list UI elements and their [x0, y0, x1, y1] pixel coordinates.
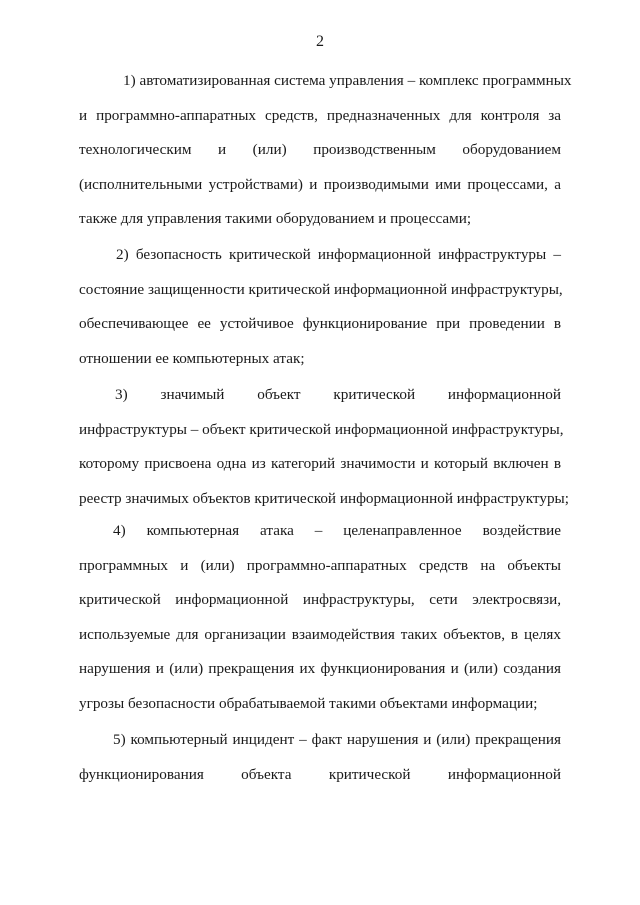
paragraph-5	[79, 723, 561, 792]
paragraph-line: 3) значимый объект критической информационной	[115, 386, 561, 403]
page-number: 2	[316, 33, 324, 50]
paragraph-3	[79, 378, 569, 516]
paragraph-line: используемые для организации взаимодействия таких объектов, в целях	[79, 625, 561, 643]
paragraph-line: 5) компьютерный инцидент – факт нарушения и (или) прекращения	[113, 731, 561, 748]
paragraph-line: состояние защищенности критической информационной инфраструктуры,	[79, 280, 563, 298]
paragraph-line: функционирования объекта критической информационной	[79, 765, 561, 783]
paragraph-4	[79, 514, 561, 722]
paragraph-line: нарушения и (или) прекращения их функционирования и (или) создания	[79, 660, 561, 678]
paragraph-2	[79, 238, 561, 376]
paragraph-line: критической информационной инфраструктуры, сети электросвязи,	[79, 591, 561, 609]
paragraph-line: технологическим и (или) производственным оборудованием	[79, 141, 561, 159]
paragraph-line: и программно-аппаратных средств, предназначенных для контроля за	[79, 106, 561, 124]
paragraph-line: реестр значимых объектов критической информационной инфраструктуры;	[79, 489, 569, 507]
paragraph-line: инфраструктуры – объект критической информационной инфраструктуры,	[79, 420, 564, 438]
paragraph-line: 1) автоматизированная система управления – комплекс программных	[123, 72, 572, 89]
paragraph-1	[79, 64, 572, 237]
paragraph-line: которому присвоена одна из категорий значимости и который включен в	[79, 455, 561, 473]
paragraph-line: угрозы безопасности обрабатываемой такими объектами информации;	[79, 694, 538, 712]
paragraph-line: отношении ее компьютерных атак;	[79, 349, 305, 367]
paragraph-line: программных и (или) программно-аппаратных средств на объекты	[79, 556, 561, 574]
paragraph-line: 4) компьютерная атака – целенаправленное воздействие	[113, 522, 561, 539]
paragraph-line: также для управления такими оборудованием и процессами;	[79, 210, 472, 228]
paragraph-line: 2) безопасность критической информационной инфраструктуры –	[116, 246, 561, 263]
paragraph-line: (исполнительными устройствами) и производимыми ими процессами, а	[79, 175, 561, 193]
paragraph-line: обеспечивающее ее устойчивое функционирование при проведении в	[79, 315, 561, 333]
